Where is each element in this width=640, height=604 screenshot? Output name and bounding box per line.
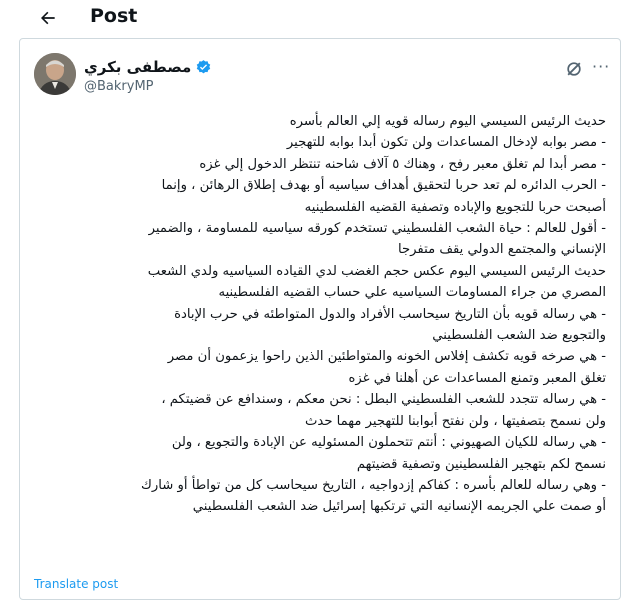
verified-badge-icon <box>195 59 212 76</box>
post-text-line: حديث الرئيس السيسي اليوم رساله قويه إلي العالم بأسره <box>289 114 606 129</box>
post-text-line: الإنساني والمجتمع الدولي يقف متفرجا <box>397 242 606 258</box>
more-options-icon[interactable]: ··· <box>592 57 611 76</box>
post-text-line: - مصر بوابه لإدخال المساعدات ولن تكون أبدا بوابه للتهجير <box>286 135 606 151</box>
post-text-line: - هي رساله قويه بأن التاريخ سيحاسب الأفراد والدول المتواطئه في حرب الإبادة <box>174 306 606 322</box>
top-bar <box>0 0 640 36</box>
post-text <box>34 111 606 518</box>
avatar[interactable] <box>34 53 76 95</box>
arrow-left-icon <box>38 8 58 28</box>
post-text-line: والتجويع ضد الشعب الفلسطيني <box>432 328 606 344</box>
post-text-line: - مصر أبدا لم تغلق معبر رفح ، وهناك ٥ آلاف شاحنه تنتظر الدخول إلي غزه <box>199 156 606 172</box>
author-handle[interactable]: @BakryMP <box>84 79 154 94</box>
post-text-line: تغلق المعبر وتمنع المساعدات عن أهلنا في غزه <box>348 370 606 386</box>
author-name-row[interactable] <box>84 57 212 77</box>
post-text-line: حديث الرئيس السيسي اليوم عكس حجم الغضب لدي القياده السياسيه ولدي الشعب <box>147 263 606 279</box>
profile-photo-icon <box>34 53 76 95</box>
grok-icon[interactable] <box>564 59 584 79</box>
translate-post-link[interactable]: Translate post <box>34 577 119 591</box>
post-text-line: ولن نسمح بتصفيتها ، ولن نفتح أبوابنا للتهجير مهما حدث <box>304 413 606 429</box>
post-text-line: أو صمت علي الجريمه الإنسانيه التي ترتكبها إسرائيل ضد الشعب الفلسطيني <box>192 499 606 515</box>
back-arrow-icon[interactable] <box>34 4 62 32</box>
post-text-line: - هي رساله تتجدد للشعب الفلسطيني البطل : نحن معكم ، وسندافع عن قضيتكم ، <box>161 392 606 408</box>
post-text-line: - هي رساله للكيان الصهيوني : أنتم تتحملون المسئوليه عن الإبادة والتجويع ، ولن <box>171 435 606 451</box>
post-text-line: أصبحت حربا للتجويع والإباده وتصفية القضيه الفلسطينيه <box>304 199 606 215</box>
post-text-line: - الحرب الدائره لم تعد حربا لتحقيق أهداف سياسيه أو بهدف إطلاق الرهائن ، وإنما <box>161 178 606 194</box>
post-text-line: - هي صرخه قويه تكشف إفلاس الخونه والمتواطئين الذين راحوا يزعمون أن مصر <box>167 349 606 365</box>
author-name[interactable]: مصطفى بكري <box>84 58 192 76</box>
page-title: Post <box>90 5 138 27</box>
post-card <box>19 38 621 600</box>
post-text-line: - أقول للعالم : حياة الشعب الفلسطيني تستخدم كورقه سياسيه للمساومة ، والضمير <box>148 221 606 237</box>
post-text-line: نسمح لكم بتهجير الفلسطينين وتصفية قضيتهم <box>356 456 606 472</box>
post-text-line: - وهي رساله للعالم بأسره : كفاكم إزدواجيه ، التاريخ سيحاسب كل من تواطأ أو شارك <box>141 477 606 493</box>
post-text-line: المصري من جراء المساومات السياسيه علي حساب القضيه الفلسطينيه <box>218 285 606 301</box>
